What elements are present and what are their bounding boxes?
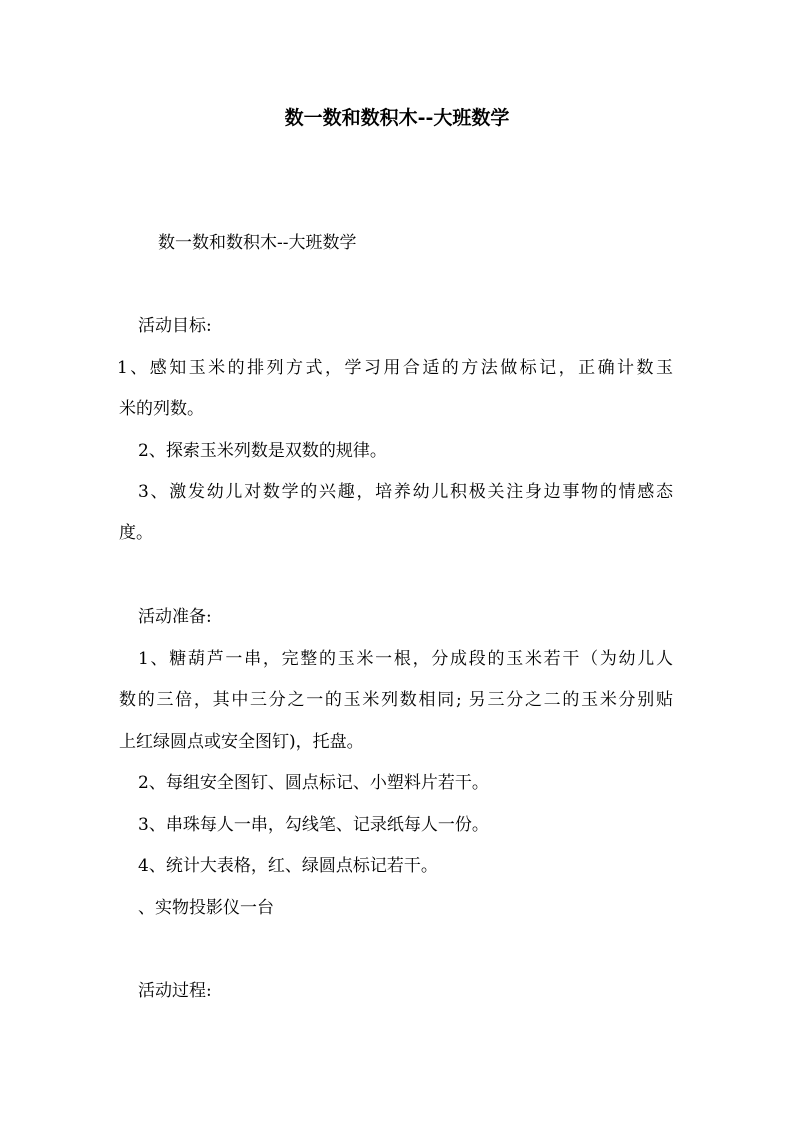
preparation-item-4: 4、统计大表格，红、绿圆点标记若干。	[138, 856, 438, 876]
preparation-heading: 活动准备:	[138, 607, 212, 627]
preparation-item-1-line-2: 数的三倍，其中三分之一的玉米列数相同; 另三分之二的玉米分别贴	[119, 690, 673, 710]
preparation-item-1-line-1: 1、糖葫芦一串，完整的玉米一根，分成段的玉米若干（为幼儿人	[138, 649, 673, 669]
preparation-item-2: 2、每组安全图钉、圆点标记、小塑料片若干。	[138, 773, 489, 793]
preparation-item-5: 、实物投影仪一台	[138, 898, 274, 918]
document-subtitle: 数一数和数积木--大班数学	[158, 233, 357, 253]
preparation-item-3: 3、串珠每人一串，勾线笔、记录纸每人一份。	[138, 815, 489, 835]
goals-heading: 活动目标:	[138, 316, 212, 336]
preparation-item-1-line-3: 上红绿圆点或安全图钉)，托盘。	[119, 732, 364, 752]
process-heading: 活动过程:	[138, 981, 212, 1001]
goals-item-1-line-1: 1、感知玉米的排列方式，学习用合适的方法做标记，正确计数玉	[117, 358, 673, 378]
goals-item-1-line-2: 米的列数。	[119, 399, 204, 419]
goals-item-3-line-2: 度。	[119, 523, 153, 543]
document-title: 数一数和数积木--大班数学	[284, 107, 510, 129]
goals-item-2: 2、探索玉米列数是双数的规律。	[138, 441, 387, 461]
goals-item-3-line-1: 3、激发幼儿对数学的兴趣，培养幼儿积极关注身边事物的情感态	[138, 482, 673, 502]
